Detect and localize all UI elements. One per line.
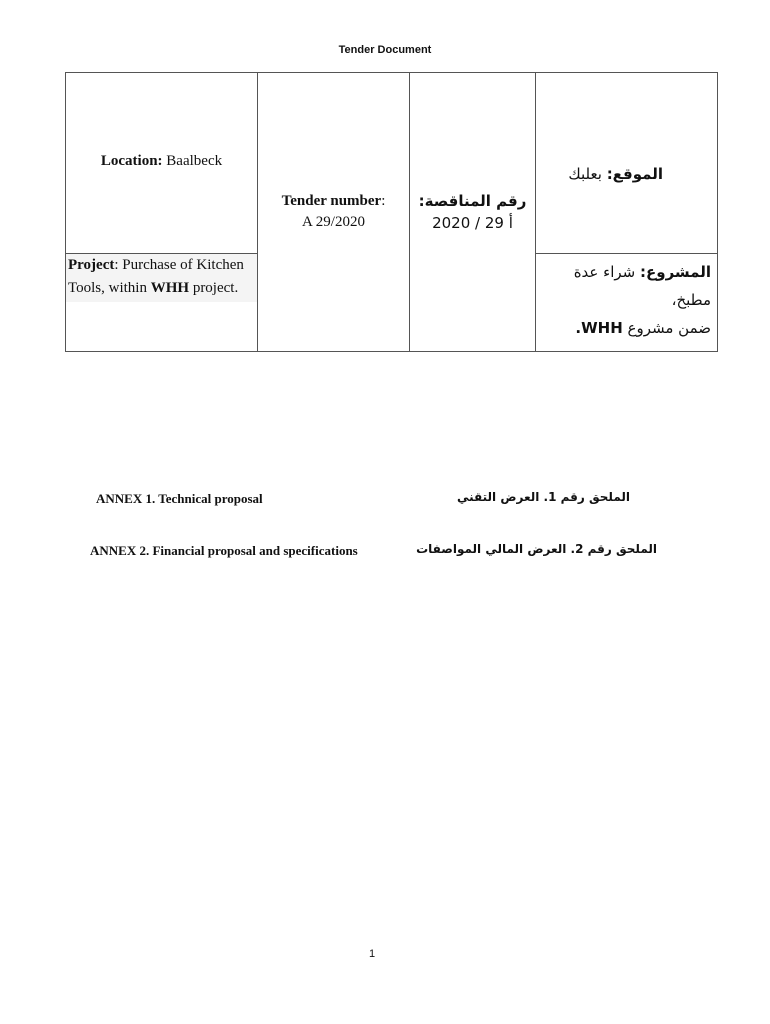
annex-1-english: ANNEX 1. Technical proposal [96, 491, 263, 506]
tender-number-cell [258, 73, 410, 352]
tender-number-label: Tender number [281, 193, 382, 209]
arabic-project-label: المشروع: [640, 263, 711, 281]
annex-1-arabic: الملحق رقم 1. العرض التقني [456, 490, 630, 504]
arabic-project-text-part1: شراء عدة مطبخ، [573, 263, 711, 309]
arabic-location-value: بعلبك [568, 165, 607, 183]
arabic-tender-number-label: رقم المناقصة: [418, 192, 527, 210]
location-value: Baalbeck [162, 153, 223, 169]
arabic-tender-number-cell [410, 73, 536, 352]
document-header-title: Tender Document [338, 44, 432, 56]
page-number: 1 [368, 948, 376, 960]
arabic-location-cell [536, 73, 718, 254]
project-text-part2: project. [189, 280, 239, 296]
project-whh: WHH [150, 280, 190, 296]
project-label: Project [68, 257, 115, 273]
location-cell [66, 73, 258, 254]
location-label: Location: [100, 153, 163, 169]
arabic-tender-number-value: أ 29 / 2020 [432, 214, 513, 232]
annex-2-arabic: الملحق رقم 2. العرض المالي المواصفات [416, 542, 657, 556]
annex-2-english: ANNEX 2. Financial proposal and specifications [90, 543, 358, 558]
project-text-part1: : Purchase of Kitchen Tools, within [68, 257, 244, 296]
arabic-project-text-part2: ضمن مشروع [622, 319, 711, 337]
arabic-project-cell [536, 254, 718, 352]
tender-number-colon: : [381, 193, 386, 209]
arabic-project-whh: WHH. [575, 319, 623, 337]
tender-info-table [65, 72, 718, 352]
location-text [66, 73, 257, 173]
project-cell [66, 254, 258, 352]
project-text [66, 254, 257, 302]
tender-number-value: A 29/2020 [302, 214, 365, 230]
arabic-location-label: الموقع: [606, 165, 663, 183]
